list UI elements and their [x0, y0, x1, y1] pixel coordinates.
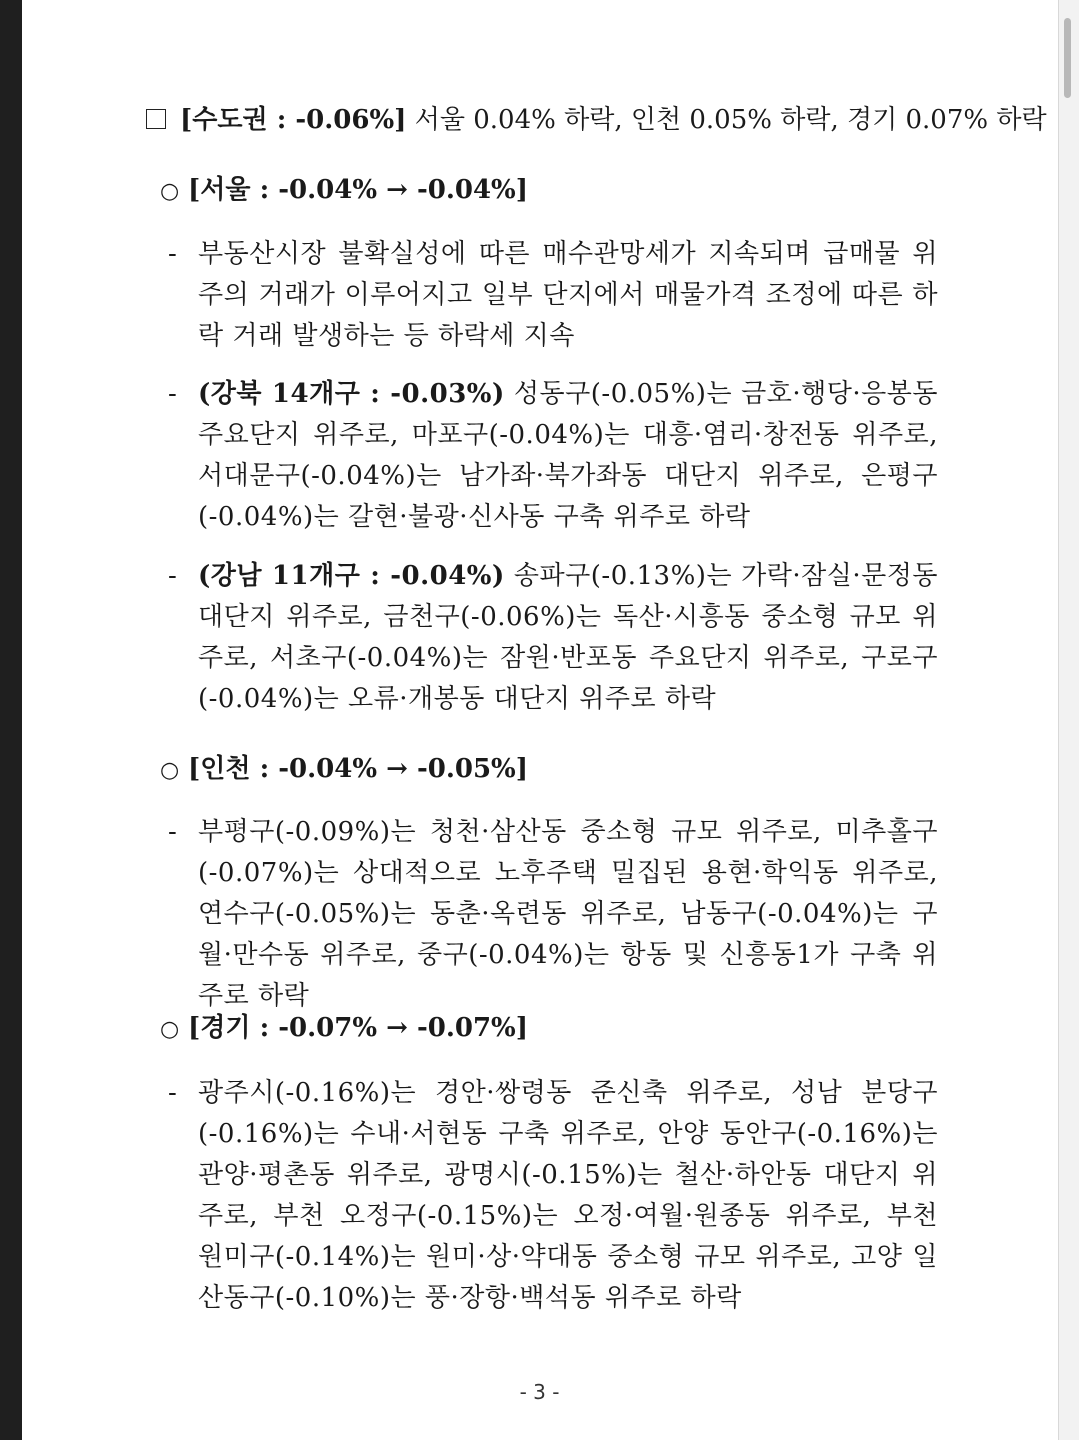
- incheon-paragraph-1-text: 부평구(-0.09%)는 청천·삼산동 중소형 규모 위주로, 미추홀구(-0.07%)는 상대적으로 노후주택 밀집된 용현·학익동 위주로, 연수구(-0.05%)는 동춘·옥련동 위주로, 남동구(-0.04%)는 구월·만수동 위주로, 중구(-0.04%)는 항동 및 신흥동1가 구축 위주로 하락: [198, 817, 938, 1011]
- gangbuk-label: (강북 14개구 : -0.03%): [198, 379, 505, 409]
- main-heading-text: 서울 0.04% 하락, 인천 0.05% 하락, 경기 0.07% 하락: [406, 105, 1047, 135]
- gyeonggi-paragraph-1: [168, 1073, 938, 1319]
- gyeonggi-paragraph-1-text: 광주시(-0.16%)는 경안·쌍령동 준신축 위주로, 성남 분당구(-0.16%)는 수내·서현동 구축 위주로, 안양 동안구(-0.16%)는 관양·평촌동 위주로, 광명시(-0.15%)는 철산·하안동 대단지 위주로, 부천 오정구(-0.15%)는 오정·여월·원종동 위주로, 부천 원미구(-0.14%)는 원미·상·약대동 중소형 규모 위주로, 고양 일산동구(-0.10%)는 풍·장항·백석동 위주로 하락: [198, 1078, 938, 1313]
- seoul-heading-label: [서울 : -0.04% → -0.04%]: [188, 175, 529, 205]
- seoul-paragraph-3-text: [198, 556, 938, 720]
- incheon-heading-label: [인천 : -0.04% → -0.05%]: [188, 754, 529, 784]
- dash-bullet: -: [168, 239, 177, 269]
- dash-bullet: -: [168, 379, 177, 409]
- seoul-paragraph-2: [168, 374, 938, 538]
- dash-bullet: -: [168, 561, 177, 591]
- dash-bullet: -: [168, 817, 177, 847]
- seoul-paragraph-1-text: 부동산시장 불확실성에 따른 매수관망세가 지속되며 급매물 위주의 거래가 이루어지고 일부 단지에서 매물가격 조정에 따른 하락 거래 발생하는 등 하락세 지속: [198, 239, 938, 351]
- gyeonggi-heading-label: [경기 : -0.07% → -0.07%]: [188, 1013, 529, 1043]
- circle-bullet-icon: ○: [160, 179, 180, 204]
- gangnam-label: (강남 11개구 : -0.04%): [198, 561, 505, 591]
- checkbox-square-icon: [146, 109, 166, 129]
- dash-bullet: -: [168, 1078, 177, 1108]
- seoul-paragraph-2-text: [198, 374, 938, 538]
- incheon-paragraph-1: [168, 812, 938, 1017]
- circle-bullet-icon: ○: [160, 758, 180, 783]
- seoul-paragraph-3: [168, 556, 938, 720]
- gangbuk-text: 성동구(-0.05%)는 금호·행당·응봉동 주요단지 위주로, 마포구(-0.04%)는 대흥·염리·창전동 위주로, 서대문구(-0.04%)는 남가좌·북가좌동 대단지 위주로, 은평구(-0.04%)는 갈현·불광·신사동 구축 위주로 하락: [198, 379, 938, 532]
- gangnam-text: 송파구(-0.13%)는 가락·잠실·문정동 대단지 위주로, 금천구(-0.06%)는 독산·시흥동 중소형 규모 위주로, 서초구(-0.04%)는 잠원·반포동 주요단지 위주로, 구로구(-0.04%)는 오류·개봉동 대단지 위주로 하락: [198, 561, 938, 714]
- seoul-paragraph-1: [168, 234, 938, 357]
- scrollbar-thumb[interactable]: [1064, 18, 1071, 98]
- main-heading-label: [수도권 : -0.06%]: [180, 105, 407, 135]
- page-number: - 3 -: [519, 1380, 560, 1404]
- circle-bullet-icon: ○: [160, 1017, 180, 1042]
- seoul-heading: [160, 173, 528, 209]
- gyeonggi-heading: [160, 1011, 528, 1047]
- incheon-heading: [160, 752, 528, 788]
- main-heading: [146, 103, 1047, 137]
- scrollbar-track[interactable]: [1058, 0, 1079, 1440]
